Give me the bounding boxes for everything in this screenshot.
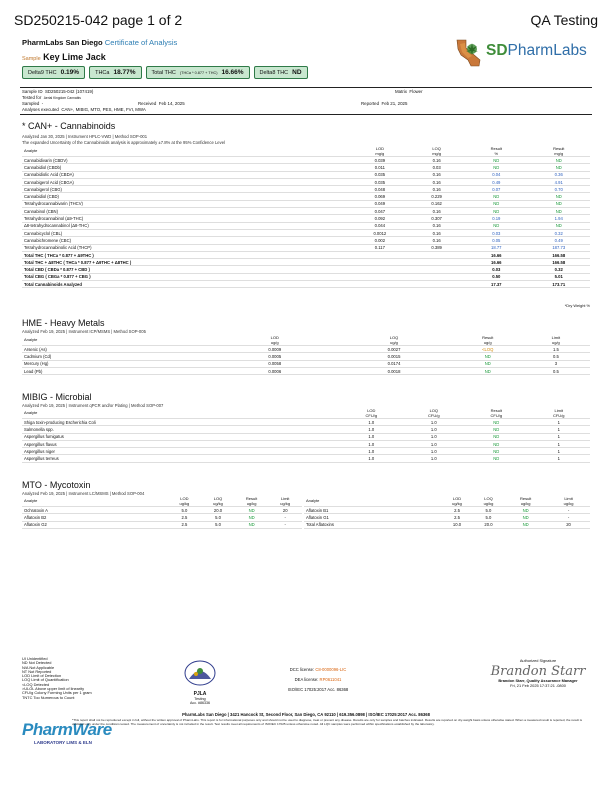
column-header: Analyte: [22, 409, 340, 419]
qa-testing-label: QA Testing: [530, 12, 598, 28]
column-header: Analyte: [22, 497, 168, 507]
table-row: Aflatoxin G1 2.5 5.0 ND -: [304, 514, 590, 521]
sample-name: Key Lime Jack: [43, 52, 106, 62]
table-row: Total Aflatoxins 10.0 20.0 ND 20: [304, 521, 590, 528]
legend-item: N/A Not Applicable: [22, 664, 55, 670]
legend-item: UI Unidentified: [22, 656, 48, 661]
table-row: Cannabinol (CBN) 0.047 0.16 ND ND: [22, 208, 590, 215]
report-title: SD250215-042 page 1 of 2: [14, 12, 183, 28]
abbreviation-legend: [22, 657, 102, 700]
microbial-title: MIBIG - Microbial: [22, 392, 92, 402]
pharmware-sub: LABORATORY LIMS & ELN: [34, 740, 92, 745]
table-row: Cannabichromene (CBC) 0.002 0.16 0.05 0.49: [22, 237, 590, 244]
column-header: Result ug/kg: [504, 497, 547, 507]
table-row: Cannabidiol (CBDb) 0.011 0.03 ND ND: [22, 164, 590, 171]
table-row: Lead (Pb) 0.0006 0.0018 ND 0.5: [22, 367, 590, 374]
logo-text: SDPharmLabs: [486, 42, 587, 59]
column-header: Analyte: [22, 147, 351, 157]
table-row: Cannabigerol Acid (CBGA) 0.035 0.16 0.49 4.91: [22, 178, 590, 185]
metals-table-wrap: [22, 336, 590, 375]
mycotoxin-table-left-wrap: [22, 497, 302, 529]
license-block: DCC license: C8-0000096-LIC DEA license: RP0611041 ISO/IEC 17025:2017 Acc. 86368: [258, 665, 378, 695]
lab-line: [22, 38, 177, 47]
column-header: Result CFU/g: [465, 409, 527, 419]
divider: [20, 114, 592, 115]
table-row: Cadmium (Cd) 0.0005 0.0015 ND 0.5: [22, 353, 590, 360]
summary-row: Total Cannabinoids Analyzed 17.37 173.71: [22, 281, 590, 288]
column-header: LOQ ug/kg: [201, 497, 235, 507]
column-header: LOQ ug/g: [334, 336, 453, 346]
column-header: Limit CFU/g: [528, 409, 591, 419]
microbial-table-wrap: [22, 409, 590, 463]
pill-delta9: Delta9 THC 0.19%: [22, 66, 85, 79]
column-header: LOD CFU/g: [340, 409, 402, 419]
table-row: Aspergillus niger 1.0 1.0 ND 1: [22, 448, 590, 455]
pill-thca: THCa 18.77%: [89, 66, 141, 79]
summary-row: Total CBG ( CBGa * 0.877 + CBG ) 0.50 5.01: [22, 273, 590, 280]
table-row: Ochratoxin A 5.0 20.0 ND 20: [22, 507, 302, 514]
legend-item: CFU/g Colony Forming Units per 1 gram: [22, 690, 92, 696]
table-row: Tetrahydrocannabivarin (THCV) 0.049 0.162 ND ND: [22, 200, 590, 207]
dry-weight-note: *Dry Weight %: [564, 303, 590, 308]
table-row: Cannabidivarin (CBDV) 0.039 0.16 ND ND: [22, 157, 590, 164]
cannabinoids-table: [22, 147, 590, 288]
microbial-analyzed: Analyzed Feb 19, 2025 | Instrument qPCR and/or Plating | Method SOP-007: [22, 403, 164, 408]
mycotoxin-table-right: [304, 497, 590, 529]
table-row: Aspergillus fumigatus 1.0 1.0 ND 1: [22, 433, 590, 440]
column-header: Analyte: [304, 497, 441, 507]
mycotoxin-analyzed: Analyzed Feb 19, 2025 | Instrument LC/MSMS | Method SOP-004: [22, 491, 145, 496]
metals-table: [22, 336, 590, 375]
table-row: Aflatoxin B2 2.5 5.0 ND -: [22, 514, 302, 521]
summary-row: Total CBD ( CBDa * 0.877 + CBD ) 0.03 0.32: [22, 266, 590, 273]
table-row: Cannabidiol (CBD) 0.069 0.229 ND ND: [22, 193, 590, 200]
lab-name: PharmLabs San Diego: [22, 38, 103, 47]
cannabinoids-header: [22, 147, 590, 157]
table-row: Aspergillus terreus 1.0 1.0 ND 1: [22, 455, 590, 462]
summary-row: Total THC ( THCa * 0.877 + Δ9THC ) 16.66 166.58: [22, 251, 590, 258]
dcc-license: C8-0000096-LIC: [315, 667, 347, 672]
potency-summary: [22, 66, 308, 79]
legend-item: LOQ Limit of Quantification: [22, 677, 69, 683]
column-header: Limit ug/kg: [547, 497, 590, 507]
sample-info: Sample ID SD250215-042 (107419) Matrix Flower Tested for Aerial Kingdom Cannabis Sampled - Received Feb 14, 2025 Reported Feb 21, 2025 Analyses executed CAN+, MIBIG, MTO, PES, HME, FVI, MWA: [22, 89, 423, 112]
cannabinoids-uncertainty: The expanded Uncertainty of the Cannabinoids analysis is approximately ±7.8% at the 95% Confidence Level: [22, 140, 225, 145]
cannabinoids-table-wrap: [22, 147, 590, 288]
table-row: Cannabigerol (CBG) 0.048 0.16 0.07 0.70: [22, 186, 590, 193]
column-header: Result ug/kg: [235, 497, 269, 507]
table-row: Δ8-tetrahydrocannabinol (Δ8-THC) 0.044 0.16 ND ND: [22, 222, 590, 229]
summary-row: Total THC + Δ8THC ( THCa * 0.877 + Δ9THC + Δ8THC ) 16.66 166.58: [22, 259, 590, 266]
pill-total-thc: Total THC (THCa * 0.877 + THC) 16.66%: [146, 66, 250, 79]
legend-item: NT Not Reported: [22, 668, 52, 674]
microbial-table: [22, 409, 590, 463]
table-row: Shiga toxin-producing Escherichia Coli 1.0 1.0 ND 1: [22, 419, 590, 426]
coa-label: Certificate of Analysis: [104, 38, 178, 47]
lab-address: PharmLabs San Diego | 3421 Hancock St, Second Floor, San Diego, CA 92110 | 619.356.0898 | ISO/IEC 17025:2017 Acc. 86368: [182, 712, 430, 717]
table-row: Cannabicyclol (CBL) 0.0012 0.16 0.03 0.32: [22, 229, 590, 236]
dea-license: RP0611041: [319, 677, 342, 682]
column-header: LOD ug/kg: [168, 497, 202, 507]
pjla-badge: PJLA Testing Acc. #86336: [180, 660, 220, 705]
sample-label: Sample: [22, 56, 41, 62]
column-header: LOD ug/kg: [441, 497, 472, 507]
mycotoxin-table-right-wrap: [304, 497, 590, 529]
cannabinoids-analyzed: Analyzed Jan 30, 2025 | Instrument HPLC-VWD | Method SOP-001: [22, 134, 148, 139]
divider: [20, 87, 592, 88]
legend-item: TNTC Too Numerous to Count: [22, 694, 75, 700]
legend-item: >ULOL Above upper limit of linearity: [22, 686, 85, 692]
iso-accreditation: ISO/IEC 17025:2017 Acc. 86368: [287, 687, 349, 692]
table-row: Arsenic (As) 0.0009 0.0027 <LOQ 1.5: [22, 346, 590, 353]
column-header: LOQ mg/g: [408, 147, 465, 157]
handwritten-signature: Brandon Starr: [490, 664, 586, 679]
legend-item: <LOQ Detected: [22, 681, 50, 687]
column-header: Result %: [465, 147, 527, 157]
column-header: Result ug/g: [454, 336, 522, 346]
sdpharmlabs-logo: [454, 38, 587, 68]
table-row: Tetrahydrocannabinolic Acid (THCP) 0.117 0.389 18.77 187.73: [22, 244, 590, 251]
table-row: Aflatoxin B1 2.5 5.0 ND -: [304, 507, 590, 514]
california-map-icon: [454, 38, 484, 68]
table-row: Aspergillus flavus 1.0 1.0 ND 1: [22, 440, 590, 447]
pharmware-name: PharmWare: [22, 720, 112, 739]
column-header: Result mg/g: [528, 147, 590, 157]
column-header: LOD mg/g: [351, 147, 408, 157]
column-header: Analyte: [22, 336, 215, 346]
legend-item: ND Not Detected: [22, 660, 52, 666]
table-row: Mercury (Hg) 0.0058 0.0174 ND 3: [22, 360, 590, 367]
disclaimer: *This report shall not be reproduced except in full, without the written approval of PharmLabs. This report is for informational purposes only and should not be used to diagnose, treat or prevent any disease. Results are only for samples and batches indicated. Results are reported on dry-weight basis unless otherwise stated. When a measured result is reported, the result is validated only under the conditions tested. The measurement of uncertainty is not included in the result. Test results meet all requirements of ISO/IEC 17025 unless otherwise noted. All LQC samples were performed within specifications established by the laboratory.: [72, 718, 582, 726]
pill-delta8: Delta8 THC ND: [254, 66, 308, 79]
pjla-accreditation-icon: [184, 660, 216, 686]
cannabinoids-title: * CAN+ - Cannabinoids: [22, 121, 116, 131]
column-header: LOD ug/g: [215, 336, 334, 346]
column-header: Limit ug/kg: [268, 497, 302, 507]
table-row: Aflatoxin G2 2.5 5.0 ND -: [22, 521, 302, 528]
sample-line: [22, 52, 106, 62]
table-row: Cannabidiolic Acid (CBDA) 0.035 0.16 0.04 0.36: [22, 171, 590, 178]
column-header: Limit ug/g: [522, 336, 590, 346]
signature-block: Authorized Signature Brandon Starr Brandon Starr, Quality Assurance Manager Fri, 21 Feb 2025 17:37:21 -0800: [478, 658, 598, 688]
mycotoxin-table-left: [22, 497, 302, 529]
metals-analyzed: Analyzed Feb 19, 2025 | Instrument ICP/MSMS | Method SOP-005: [22, 329, 146, 334]
mycotoxin-title: MTO - Mycotoxin: [22, 480, 91, 490]
column-header: LOQ ug/kg: [473, 497, 504, 507]
legend-item: LOD Limit of Detection: [22, 673, 62, 679]
table-row: Tetrahydrocannabinol (Δ9-THC) 0.092 0.307 0.19 1.94: [22, 215, 590, 222]
table-row: Salmonella spp. 1.0 1.0 ND 1: [22, 426, 590, 433]
metals-title: HME - Heavy Metals: [22, 318, 105, 328]
column-header: LOQ CFU/g: [403, 409, 465, 419]
